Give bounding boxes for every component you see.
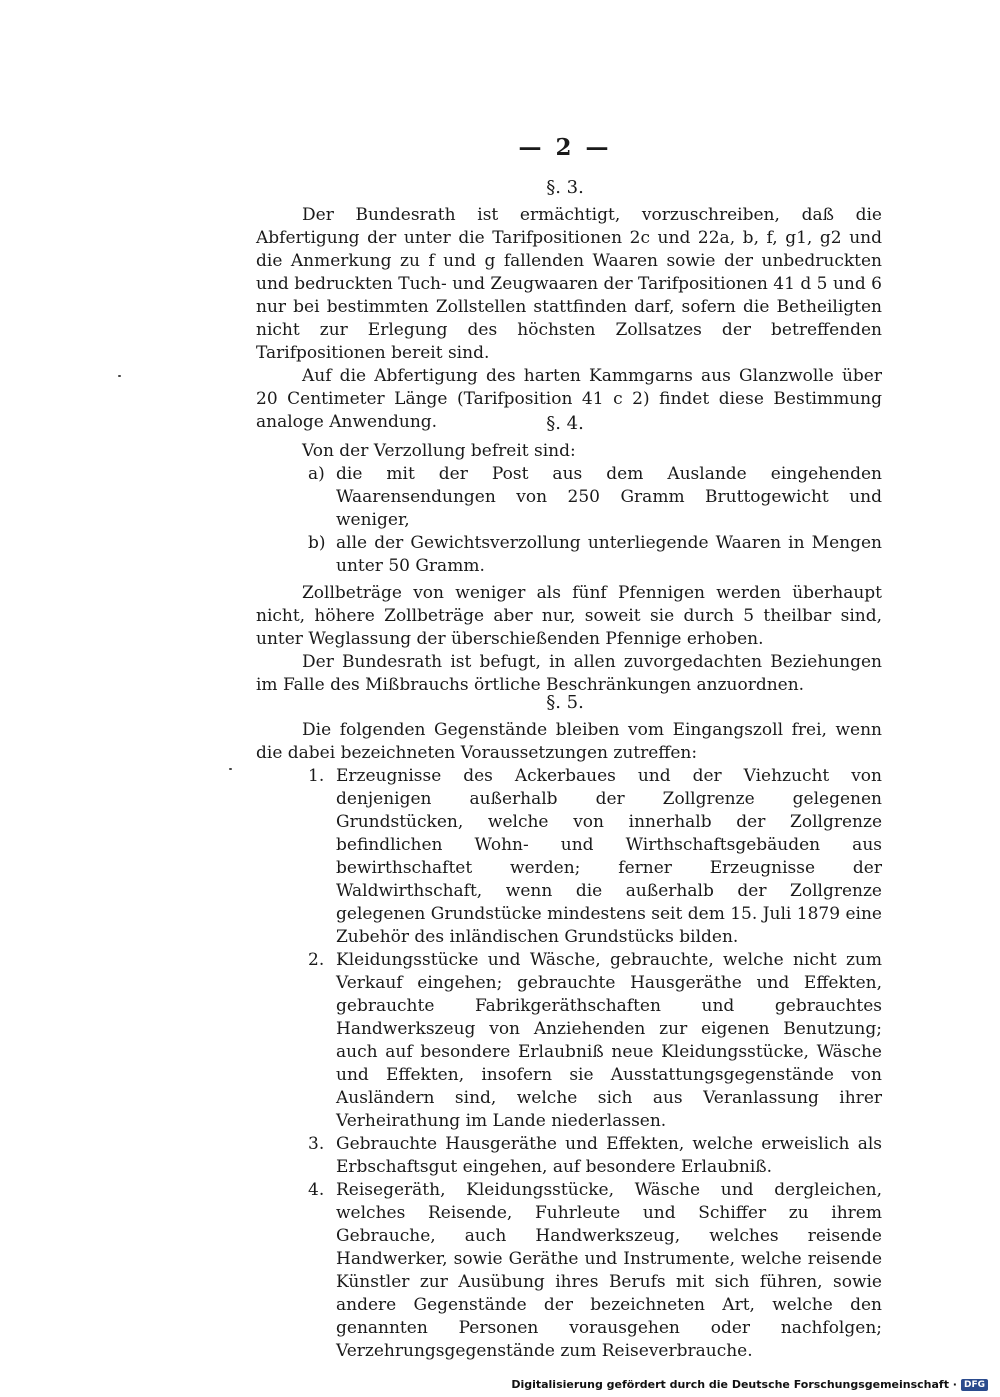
- item-text: Reisegeräth, Kleidungsstücke, Wäsche und dergleichen, welches Reisende, Fuhrleute und Schiffer zu ihrem Gebrauche, auch Handwerkszeug, welches reisende Handwerker, sowie Geräthe und Instrumente, welche reisende Künstler zur Ausübung ihres Berufs mit sich führen, sowie andere Gegenstände der bezeichneten Art, welche den genannten Personen vorausgehen oder nachfolgen; Verzehrungsgegenstände zum Reiseverbrauche.: [336, 1180, 882, 1361]
- section-4-intro: Von der Verzollung befreit sind:: [302, 441, 576, 461]
- section-5-item-4: [256, 1179, 882, 1363]
- item-text: Gebrauchte Hausgeräthe und Effekten, welche erweislich als Erbschaftsgut eingehen, auf besondere Erlaubniß.: [336, 1134, 882, 1177]
- digitization-credit: [511, 1378, 988, 1391]
- section-4-paragraph-2: Der Bundesrath ist befugt, in allen zuvorgedachten Beziehungen im Falle des Mißbrauchs örtliche Beschränkungen anzuordnen.: [256, 652, 882, 695]
- section-3-paragraph-1: Der Bundesrath ist ermächtigt, vorzuschreiben, daß die Abfertigung der unter die Tarifpositionen 2c und 22a, b, f, g1, g2 und die Anmerkung zu f und g fallenden Waaren sowie der unbedruckten und bedruckten Tuch- und Zeugwaaren der Tarifpositionen 41 d 5 und 6 nur bei bestimmten Zollstellen stattfinden darf, sofern die Betheiligten nicht zur Erlegung des höchsten Zollsatzes der betreffenden Tarifpositionen bereit sind.: [256, 205, 882, 363]
- section-4-body: [256, 440, 882, 697]
- section-5-item-3: [256, 1133, 882, 1179]
- page-number: — 2 —: [518, 134, 612, 161]
- item-marker: 1.: [308, 766, 325, 786]
- section-5-intro: Die folgenden Gegenstände bleiben vom Eingangszoll frei, wenn die dabei bezeichneten Voraussetzungen zutreffen:: [256, 720, 882, 763]
- section-4-paragraph-1: Zollbeträge von weniger als fünf Pfennigen werden überhaupt nicht, höhere Zollbeträge aber nur, soweit sie durch 5 theilbar sind, unter Weglassung der überschießenden Pfennige erhoben.: [256, 583, 882, 649]
- item-marker: a): [308, 464, 325, 484]
- dfg-logo: DFG: [961, 1379, 988, 1391]
- section-5-item-1: [256, 765, 882, 949]
- scan-speck: [229, 768, 232, 770]
- section-5-body: [256, 719, 882, 1363]
- item-text: Kleidungsstücke und Wäsche, gebrauchte, welche nicht zum Verkauf eingehen; gebrauchte Hausgeräthe und Effekten, gebrauchte Fabrikgeräthschaften und gebrauchtes Handwerkszeug von Anziehenden zur eigenen Benutzung; auch auf besondere Erlaubniß neue Kleidungsstücke, Wäsche und Effekten, insofern sie Ausstattungsgegenstände von Ausländern sind, welche sich aus Veranlassung ihrer Verheirathung im Lande niederlassen.: [336, 950, 882, 1131]
- section-4-item-b: [256, 532, 882, 578]
- section-5-item-2: [256, 949, 882, 1133]
- section-4-heading: §. 4.: [546, 413, 584, 434]
- credit-text: Digitalisierung gefördert durch die Deutsche Forschungsgemeinschaft ·: [511, 1378, 957, 1391]
- item-marker: 4.: [308, 1180, 325, 1200]
- item-marker: 2.: [308, 950, 325, 970]
- section-3-heading: §. 3.: [546, 177, 584, 198]
- scan-speck: [118, 375, 121, 377]
- section-3-body: [256, 204, 882, 434]
- item-text: die mit der Post aus dem Auslande eingehenden Waarensendungen von 250 Gramm Bruttogewicht und weniger,: [336, 464, 882, 530]
- item-marker: 3.: [308, 1134, 325, 1154]
- section-4-item-a: [256, 463, 882, 532]
- item-text: Erzeugnisse des Ackerbaues und der Viehzucht von denjenigen außerhalb der Zollgrenze gelegenen Grundstücken, welche von innerhalb der Zollgrenze befindlichen Wohn- und Wirthschaftsgebäuden aus bewirthschaftet werden; ferner Erzeugnisse der Waldwirthschaft, wenn die außerhalb der Zollgrenze gelegenen Grundstücke mindestens seit dem 15. Juli 1879 eine Zubehör des inländischen Grundstücks bilden.: [336, 766, 882, 947]
- section-5-heading: §. 5.: [546, 692, 584, 713]
- item-text: alle der Gewichtsverzollung unterliegende Waaren in Mengen unter 50 Gramm.: [336, 533, 882, 576]
- section-3-paragraph-2: Auf die Abfertigung des harten Kammgarns aus Glanzwolle über 20 Centimeter Länge (Tarifposition 41 c 2) findet diese Bestimmung analoge Anwendung.: [256, 366, 882, 432]
- item-marker: b): [308, 533, 326, 553]
